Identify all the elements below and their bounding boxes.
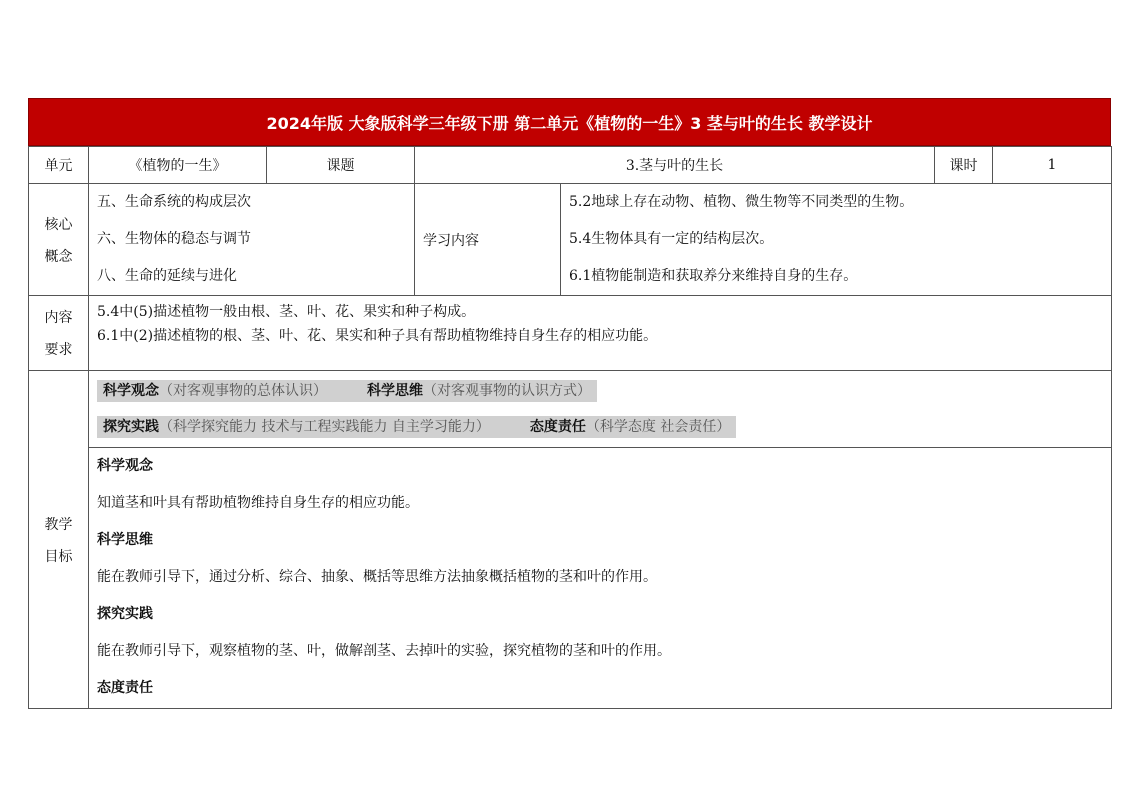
goals-label-line1: 教学 (44, 516, 73, 533)
core-concepts-row (29, 184, 1112, 296)
goals-label-line2: 目标 (44, 548, 73, 565)
banner-title: 科学观念 (103, 383, 159, 399)
goals-details (89, 448, 1112, 709)
lesson-plan-table (28, 146, 1112, 709)
learning-content-item: 6.1植物能制造和获取养分来维持自身的生存。 (569, 268, 858, 284)
learning-content-item: 5.2地球上存在动物、植物、微生物等不同类型的生物。 (569, 194, 914, 210)
requirement-item: 5.4中(5)描述植物一般由根、茎、叶、花、果实和种子构成。 (97, 304, 476, 320)
banner-title: 科学思维 (367, 383, 423, 399)
banner-note: （科学态度 社会责任） (585, 419, 731, 435)
requirements-content (89, 296, 1112, 371)
core-label-line2: 概念 (44, 248, 73, 265)
learning-content-label: 学习内容 (415, 184, 561, 296)
banner-note: （科学探究能力 技术与工程实践能力 自主学习能力） (159, 419, 490, 435)
requirement-item: 6.1中(2)描述植物的根、茎、叶、花、果实和种子具有帮助植物维持自身生存的相应功能。 (97, 328, 658, 344)
banner-note: （对客观事物的认识方式） (423, 383, 591, 399)
goal-heading: 探究实践 (97, 606, 153, 622)
learning-content-list (561, 184, 1112, 296)
goals-banner-row (29, 371, 1112, 448)
goal-heading: 科学观念 (97, 458, 153, 474)
document-title: 2024年版 大象版科学三年级下册 第二单元《植物的一生》3 茎与叶的生长 教学设计 (28, 98, 1111, 146)
requirements-row (29, 296, 1112, 371)
core-concept-item: 六、生物体的稳态与调节 (97, 231, 251, 247)
learning-content-item: 5.4生物体具有一定的结构层次。 (569, 231, 774, 247)
banner-title: 探究实践 (103, 419, 159, 435)
core-concept-item: 五、生命系统的构成层次 (97, 194, 251, 210)
requirements-label-line1: 内容 (44, 310, 73, 326)
lesson-plan-document (28, 98, 1111, 709)
goal-text: 能在教师引导下，观察植物的茎、叶，做解剖茎、去掉叶的实验，探究植物的茎和叶的作用。 (97, 643, 671, 659)
period-label: 课时 (935, 147, 993, 184)
period-value: 1 (993, 147, 1112, 184)
teaching-goals-label (29, 371, 89, 709)
requirements-label-line2: 要求 (44, 342, 73, 358)
goals-banner-line1 (97, 380, 597, 402)
core-concepts-label (29, 184, 89, 296)
goal-heading: 科学思维 (97, 532, 153, 548)
topic-label: 课题 (267, 147, 415, 184)
core-concept-item: 八、生命的延续与进化 (97, 268, 237, 284)
goals-dimension-banner (89, 371, 1112, 448)
goal-text: 能在教师引导下，通过分析、综合、抽象、概括等思维方法抽象概括植物的茎和叶的作用。 (97, 569, 657, 585)
banner-note: （对客观事物的总体认识） (159, 383, 327, 399)
goals-banner-line2 (97, 416, 736, 438)
banner-title: 态度责任 (529, 419, 586, 435)
goal-heading: 态度责任 (97, 680, 153, 696)
meta-row (29, 147, 1112, 184)
core-concepts-list (89, 184, 415, 296)
core-label-line1: 核心 (44, 216, 73, 233)
unit-value: 《植物的一生》 (89, 147, 267, 184)
unit-label: 单元 (29, 147, 89, 184)
topic-value: 3.茎与叶的生长 (415, 147, 935, 184)
goal-text: 知道茎和叶具有帮助植物维持自身生存的相应功能。 (97, 495, 419, 511)
requirements-label (29, 296, 89, 371)
goals-details-row (29, 448, 1112, 709)
